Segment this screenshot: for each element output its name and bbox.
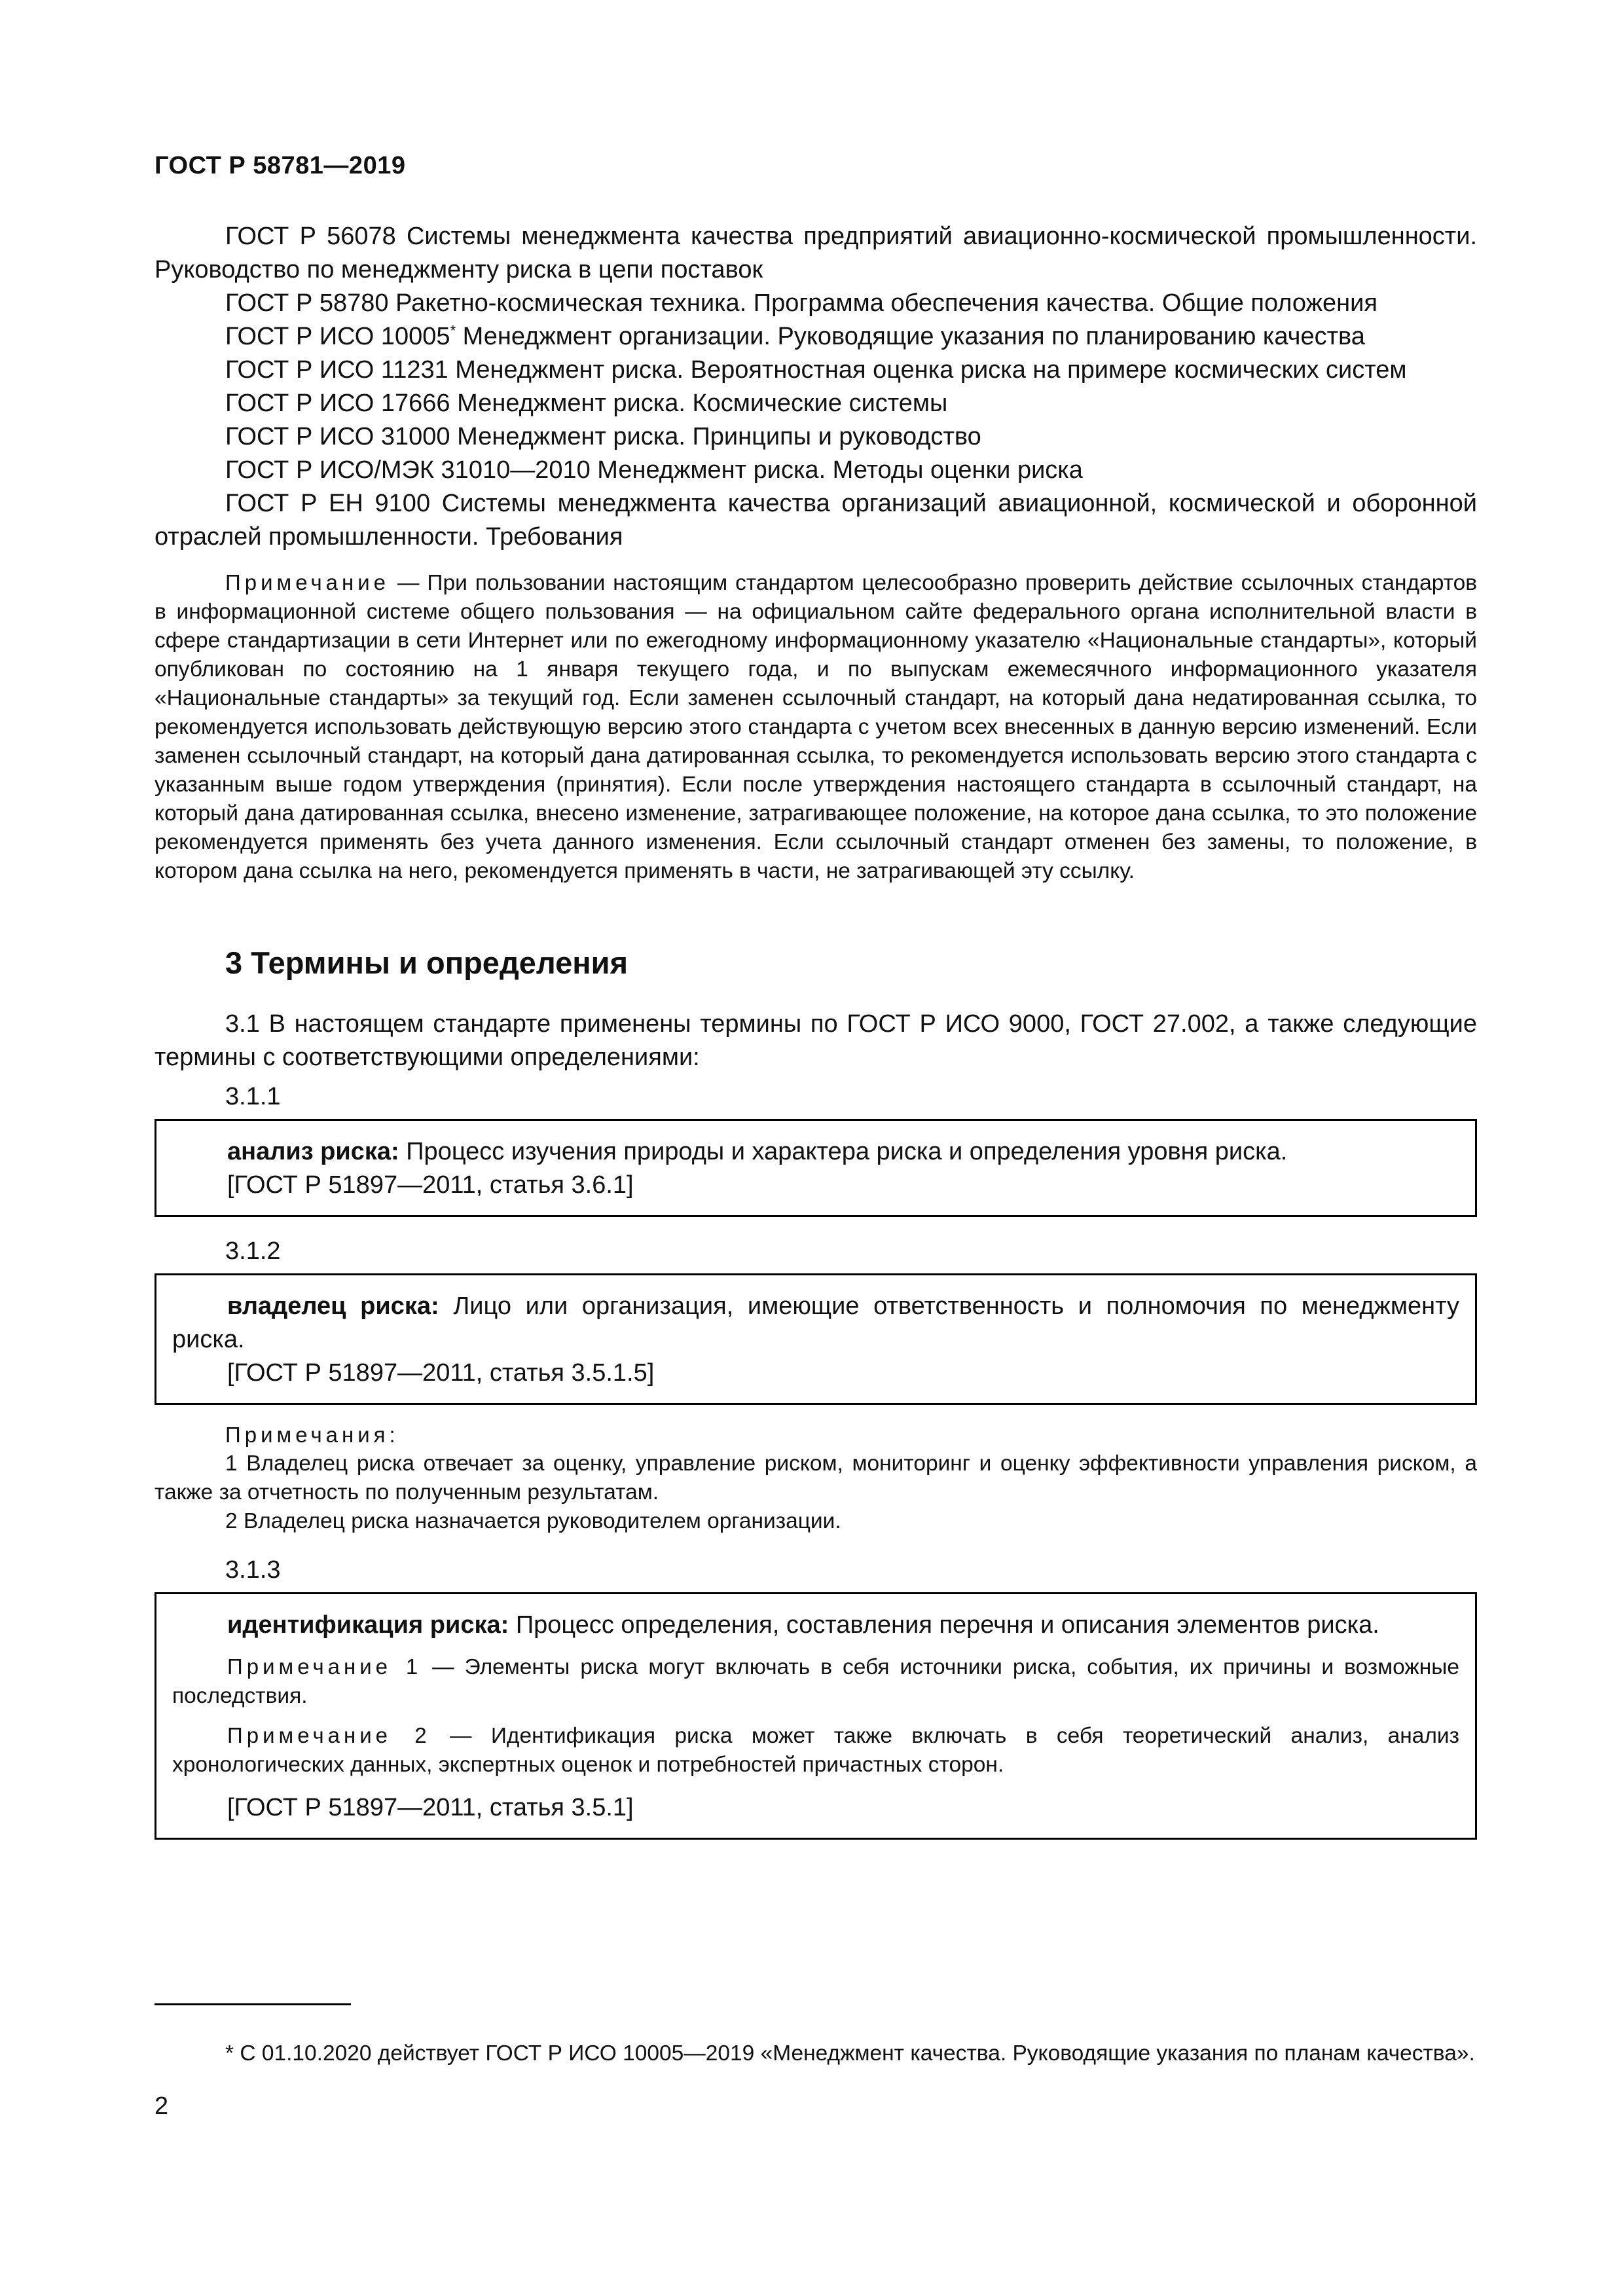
reference-text: Менеджмент организации. Руководящие указания по планированию качества (456, 323, 1365, 350)
section-title: 3 Термины и определения (225, 945, 628, 980)
term-definition (172, 1135, 1459, 1169)
footnote-marker[interactable]: * (450, 322, 456, 339)
definition-text: Процесс определения, составления перечня и описания элементов риска. (509, 1611, 1379, 1639)
definition-text: Лицо или организация, имеющие ответственность и полномочия по менеджменту риска. (172, 1292, 1459, 1353)
term-source: [ГОСТ Р 51897—2011, статья 3.5.1] (227, 1794, 634, 1821)
section-intro: 3.1 В настоящем стандарте применены термины по ГОСТ Р ИСО 9000, ГОСТ 27.002, а также следующие термины с соответствующими определениями: (155, 1010, 1477, 1071)
footnote-divider (155, 2003, 351, 2005)
box-note (172, 1652, 1459, 1711)
term-box (155, 1119, 1477, 1217)
references-list (155, 220, 1477, 554)
note-item: 1 Владелец риска отвечает за оценку, управление риском, мониторинг и оценку эффективности управления риском, а также за отчетность по полученным результатам. (155, 1451, 1477, 1504)
term-name: идентификация риска: (227, 1611, 509, 1639)
reference-text: ГОСТ Р ИСО 10005 (225, 323, 450, 350)
note-label: Примечание 1 (227, 1654, 422, 1679)
term-box (155, 1592, 1477, 1840)
note-text: — При пользовании настоящим стандартом целесообразно проверить действие ссылочных стандартов в информационной системе общего пользования — на официальном сайте федерального органа исполнительной власти в сфере стандартизации в сети Интернет или по ежегодному информационному указателю «Национальные стандарты», который опубликован по состоянию на 1 января текущего года, и по выпускам ежемесячного информационного указателя «Национальные стандарты» за текущий год. Если заменен ссылочный стандарт, на который дана недатированная ссылка, то рекомендуется использовать действующую версию этого стандарта с учетом всех внесенных в данную версию изменений. Если заменен ссылочный стандарт, на который дана датированная ссылка, то рекомендуется использовать версию этого стандарта с указанным выше годом утверждения (принятия). Если после утверждения настоящего стандарта в ссылочный стандарт, на который дана датированная ссылка, внесено изменение, затрагивающее положение, на которое дана ссылка, то это положение рекомендуется применять без учета данного изменения. Если ссылочный стандарт отменен без замены, то положение, в котором дана ссылка на него, рекомендуется применять в части, не затрагивающей эту ссылку. (155, 571, 1477, 883)
term-name: анализ риска: (227, 1138, 399, 1165)
reference-item: ГОСТ Р 58780 Ракетно-космическая техника. Программа обеспечения качества. Общие положения (225, 289, 1377, 317)
reference-item: ГОСТ Р ИСО 17666 Менеджмент риска. Космические системы (225, 390, 948, 417)
term-number: 3.1.2 (225, 1237, 281, 1265)
term-definition (172, 1290, 1459, 1357)
reference-item: ГОСТ Р ЕН 9100 Системы менеджмента качества организаций авиационной, космической и оборонной отраслей промышленности. Требования (155, 490, 1477, 551)
reference-item: ГОСТ Р 56078 Системы менеджмента качества предприятий авиационно-космической промышленности. Руководство по менеджменту риска в цепи поставок (155, 223, 1477, 283)
reference-item: ГОСТ Р ИСО 31000 Менеджмент риска. Принципы и руководство (225, 423, 981, 450)
footnote: * С 01.10.2020 действует ГОСТ Р ИСО 10005—2019 «Менеджмент качества. Руководящие указания по планам качества». (225, 2041, 1475, 2066)
reference-item (155, 320, 1477, 354)
term-source: [ГОСТ Р 51897—2011, статья 3.6.1] (227, 1171, 634, 1199)
references-note (155, 568, 1477, 886)
note-label: Примечание (225, 570, 390, 594)
page-number: 2 (155, 2092, 169, 2120)
note-label: Примечание 2 (227, 1723, 431, 1747)
box-note (172, 1721, 1459, 1779)
term-source: [ГОСТ Р 51897—2011, статья 3.5.1.5] (227, 1359, 655, 1387)
reference-item: ГОСТ Р ИСО/МЭК 31010—2010 Менеджмент риска. Методы оценки риска (225, 456, 1083, 484)
reference-item: ГОСТ Р ИСО 11231 Менеджмент риска. Вероятностная оценка риска на примере космических систем (225, 356, 1407, 384)
term-number: 3.1.1 (225, 1083, 281, 1110)
term-box (155, 1273, 1477, 1405)
notes-label: Примечания: (225, 1423, 399, 1447)
term-name: владелец риска: (227, 1292, 439, 1320)
page-content (155, 220, 1477, 1840)
term-notes (155, 1421, 1477, 1536)
note-text: — Идентификация риска может также включать в себя теоретический анализ, анализ хронологических данных, экспертных оценок и потребностей причастных сторон. (172, 1724, 1459, 1777)
definition-text: Процесс изучения природы и характера риска и определения уровня риска. (399, 1138, 1288, 1165)
term-number: 3.1.3 (225, 1556, 281, 1584)
note-item: 2 Владелец риска назначается руководителем организации. (225, 1509, 841, 1533)
document-header: ГОСТ Р 58781—2019 (155, 152, 406, 179)
term-definition (172, 1609, 1459, 1642)
note-text: — Элементы риска могут включать в себя источники риска, события, их причины и возможные последствия. (172, 1655, 1459, 1708)
